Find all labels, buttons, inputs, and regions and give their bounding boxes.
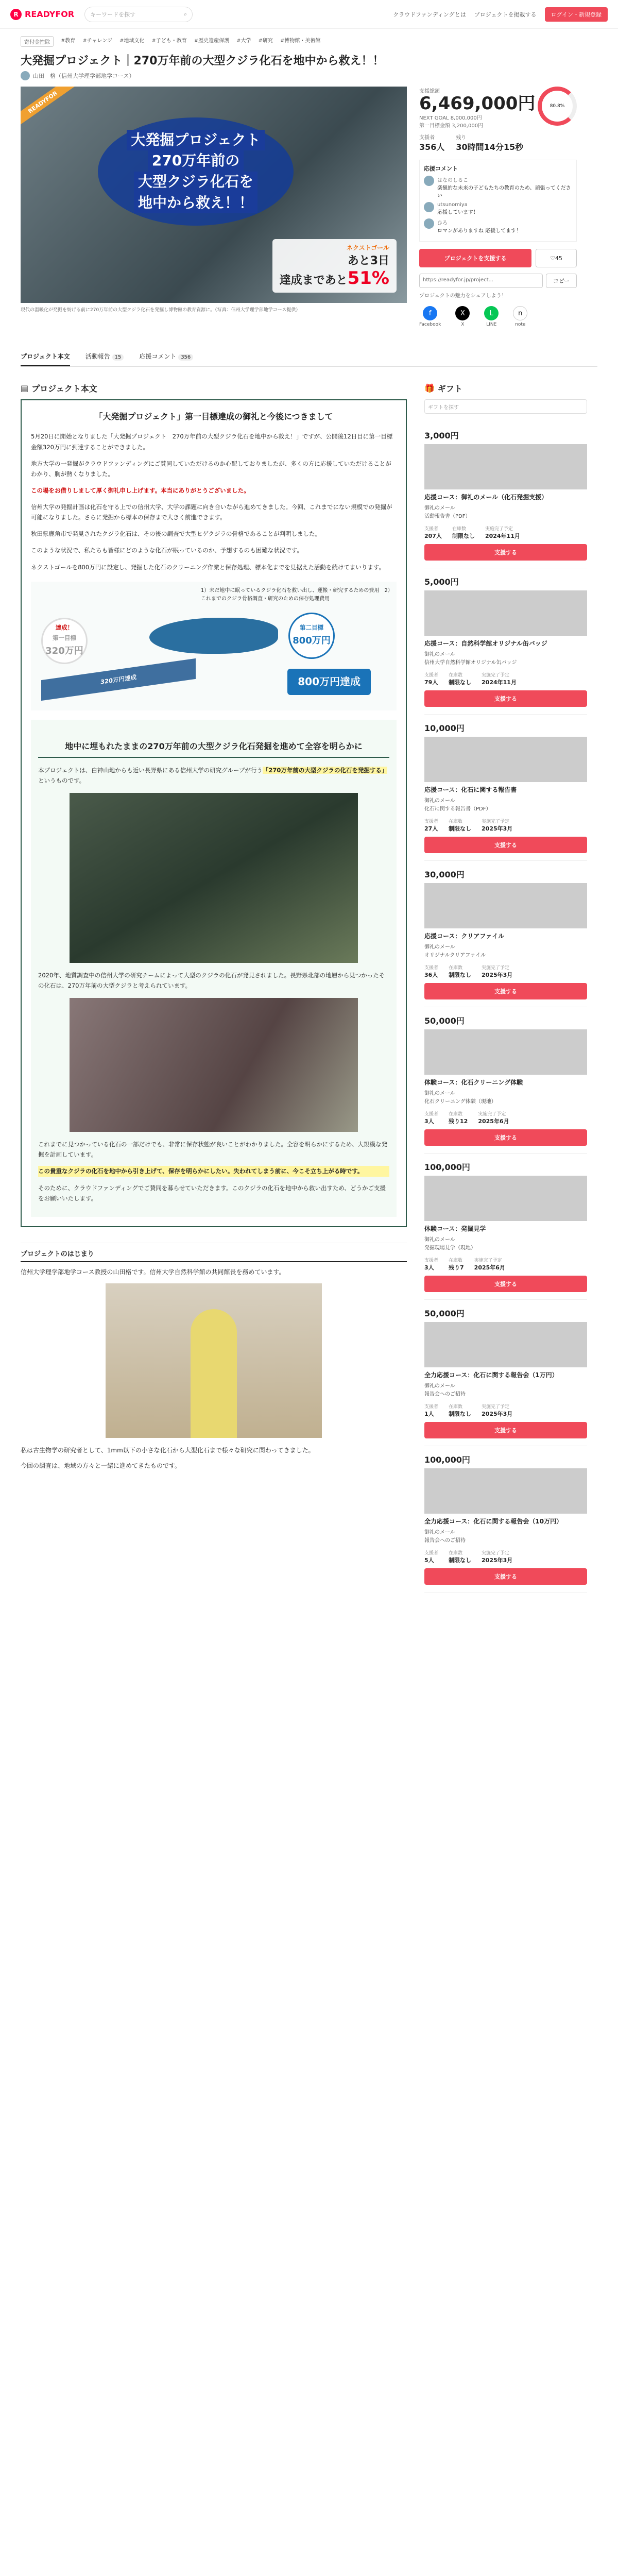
gift-date: 実施完了予定 2025年3月 — [482, 819, 513, 833]
gift-title: 全力応援コース：化石に関する報告会（1万円） — [424, 1371, 558, 1379]
header — [0, 0, 618, 29]
gift-line: 御礼のメール — [424, 1237, 455, 1243]
gift-stock: 在庫数 制限なし — [449, 1551, 472, 1564]
line-icon: L — [484, 306, 499, 320]
gift-image — [424, 883, 587, 928]
gift-date: 実施完了予定 2025年3月 — [482, 1404, 513, 1418]
gift-price: 50,000円 — [424, 1309, 465, 1319]
countdown-badge: ネクストゴール あと3日 達成まであと51% — [272, 239, 397, 293]
tag[interactable]: #地域文化 — [119, 38, 145, 44]
gift-icon: 🎁 — [424, 383, 435, 394]
article-body: 「大発掘プロジェクト」第一目標達成の御礼と今後につきまして 5月20日に開始となりました「大発掘プロジェクト 270万年前の大型クジラ化石を地中から救え！」ですが、公開後12日目に第一目標金額320万円に到達することができました。 地方大学の一発掘がクラウドファンディングにご賛同していただけるのか心配しておりましたが、多くの方に応援していただけることがわかり、胸が熱くなりました。 この場をお借りしまして厚く御礼申し上げます。本当にありがとうございました。 信州大学の発掘計画は化石を守る上での信州大学、大学の課題に向き合いながら進めてきました。今回、これまでにない規模での発掘が可能になりました。さらに発掘から標本の保存まで大きく前進できます。 秋田県鹿角市で発見されたクジラ化石は、その後の調査で大型ヒゲクジラの骨格であることが判明しました。 このような状況で、私たちも皆様にどのような化石が眠っているのか、予想するのも困難な状況です。 ネクストゴールを800万円に設定し、発掘した化石のクリーニング作業と保存処理、標本化までを見据えた活動を続けてまいります。 1）未だ地中に眠っているクジラ化石を救い出し、運搬・研究するための費用 2）これまでのクジラ骨格調査・研究のための保存処理費用 達成！ 第一目標 320万円 第二目標 800万円 320万円達成 800万円達成 地中に埋もれたままの270万年前の大型クジラ化石発掘を進めて全容を明らかに 本プロジェクトは、白神山地からも近い長野県にある信州大学の研究グループが行う「270万年前の大型クジラの化石を発掘する」というものです。 2020年、地質調査中の信州大学の研究チームによって大型のクジラの化石が発見されました。長野県北部の地層から見つかったその化石は、270万年前の大型クジラと考えられています。 これまでに見つかっている化石の一部だけでも、非常に保存状態が良いことがわかりました。全容を明らかにするため、大規模な発掘を計画しています。 この貴重なクジラの化石を地中から引き上げて、保存を明らかにしたい。失われてしまう前に、今こそ立ち上がる時です。 そのために、クラウドファンディングでご賛同を募らせていただきます。このクジラの化石を地中から救い出すため、どうかご支援をお願いいたします。 — [21, 399, 407, 1227]
gift-line: 報告会へのご招待 — [424, 1392, 466, 1398]
search-icon: ⌕ — [184, 10, 187, 18]
gift-price: 30,000円 — [424, 870, 465, 880]
hero-ribbon: READYFOR — [21, 87, 81, 131]
share-line[interactable]: L LINE — [484, 306, 499, 327]
gift-line: 御礼のメール — [424, 944, 455, 951]
hero-image — [21, 87, 407, 303]
tab-bar — [21, 348, 597, 367]
gift-stock: 在庫数 残り7 — [449, 1258, 464, 1272]
gift-card[interactable] — [424, 715, 587, 861]
gift-stock: 在庫数 制限なし — [452, 527, 475, 540]
share-facebook[interactable]: f Facebook — [419, 306, 441, 327]
tag[interactable]: #歴史遺産保護 — [194, 38, 230, 44]
gift-date: 実施完了予定 2025年3月 — [482, 1551, 513, 1564]
gift-line: オリジナルクリアファイル — [424, 953, 486, 959]
avatar — [424, 202, 434, 212]
search-input[interactable]: キーワードを探す ⌕ — [84, 7, 193, 22]
gift-supporters: 支援者 36人 — [424, 965, 439, 979]
logo[interactable]: R READYFOR — [10, 9, 74, 20]
gift-price: 10,000円 — [424, 723, 465, 734]
gift-title: 体験コース：化石クリーニング体験 — [424, 1079, 523, 1087]
gift-line: 御礼のメール — [424, 1091, 455, 1097]
avatar — [424, 176, 434, 186]
share-url-field[interactable]: https://readyfor.jp/project... — [419, 274, 543, 288]
gift-line: 御礼のメール — [424, 1530, 455, 1536]
gift-stock: 在庫数 制限なし — [449, 819, 472, 833]
gift-title: 応援コース：御礼のメール（化石発掘支援） — [424, 494, 548, 501]
gift-line: 化石クリーニング体験（現地） — [424, 1099, 496, 1105]
comment-box: 応援コメント はなのしるこ 楽観的な未来の子どもたちの教育のため、頑張ってください utsunomiya 応援しています！ ひろ ロマンがありますね 応援してます！ — [419, 160, 577, 242]
gift-date: 実施完了予定 2025年6月 — [474, 1258, 505, 1272]
support-button[interactable]: プロジェクトを支援する — [419, 249, 531, 267]
supporters-stat: 支援者 356人 — [419, 135, 445, 152]
tag[interactable]: #博物館・美術館 — [280, 38, 321, 44]
gift-image — [424, 1468, 587, 1514]
gift-line: 信州大学自然科学館オリジナル缶バッジ — [424, 660, 517, 666]
gift-support-button[interactable]: 支援する — [424, 1129, 587, 1146]
gift-title: 応援コース：化石に関する報告書 — [424, 786, 517, 794]
section-title: ▤ プロジェクト本文 — [21, 383, 97, 394]
gift-card[interactable] — [424, 1007, 587, 1154]
heart-icon: ♡ — [550, 255, 555, 262]
gift-search-input[interactable]: ギフトを探す — [424, 399, 587, 414]
gift-supporters: 支援者 1人 — [424, 1404, 439, 1418]
gift-price: 3,000円 — [424, 431, 459, 441]
link-about[interactable]: クラウドファンディングとは — [393, 11, 466, 18]
next-goal: NEXT GOAL 8,000,000円 — [419, 115, 482, 122]
gift-title: 体験コース：発掘見学 — [424, 1225, 486, 1233]
track-bar: 320万円達成 — [41, 658, 196, 701]
gift-support-button[interactable]: 支援する — [424, 983, 587, 999]
login-button[interactable]: ログイン・新規登録 — [545, 7, 608, 22]
gift-stock: 在庫数 制限なし — [449, 1404, 472, 1418]
gift-title: 全力応援コース：化石に関する報告会（10万円） — [424, 1518, 563, 1526]
gift-support-button[interactable]: 支援する — [424, 1276, 587, 1292]
document-icon: ▤ — [21, 383, 29, 394]
tab-body[interactable]: プロジェクト本文 — [21, 348, 70, 366]
gift-line: 化石に関する報告書（PDF） — [424, 806, 491, 812]
article-heading: 「大発掘プロジェクト」第一目標達成の御礼と今後につきまして — [94, 412, 333, 422]
tag[interactable]: #研究 — [258, 38, 273, 44]
gift-card[interactable] — [424, 1446, 587, 1592]
gift-line: 発掘現場見学（現地） — [424, 1245, 476, 1251]
subheading: 地中に埋もれたままの270万年前の大型クジラ化石発掘を進めて全容を明らかに — [38, 740, 389, 758]
gift-line: 活動報告書（PDF） — [424, 514, 471, 520]
gift-image — [424, 1176, 587, 1221]
gift-support-button[interactable]: 支援する — [424, 837, 587, 853]
gift-card[interactable] — [424, 1154, 587, 1300]
progress-ring: 80.8% — [538, 87, 577, 126]
gift-stock: 在庫数 残り12 — [449, 1112, 468, 1125]
amount: 6,469,000円 — [419, 93, 536, 114]
tab-reports[interactable]: 活動報告 15 — [85, 348, 124, 366]
gift-image — [424, 1322, 587, 1367]
target-banner: 800万円達成 — [287, 669, 371, 695]
gift-supporters: 支援者 27人 — [424, 819, 439, 833]
gift-line: 御礼のメール — [424, 652, 455, 658]
researcher-photo — [106, 1283, 322, 1438]
first-goal: 第一目標金額 3,200,000円 — [419, 123, 484, 129]
second-goal-badge: 第二目標 800万円 — [288, 613, 335, 659]
page-title: 大発掘プロジェクト｜270万年前の大型クジラ化石を地中から救え！！ — [21, 55, 384, 67]
gift-image — [424, 737, 587, 782]
gift-stock: 在庫数 制限なし — [449, 965, 472, 979]
gift-image — [424, 1029, 587, 1075]
gift-image — [424, 590, 587, 636]
gift-support-button[interactable]: 支援する — [424, 544, 587, 561]
share-note: プロジェクトの魅力をシェアしよう！ — [419, 293, 507, 299]
gift-date: 実施完了予定 2025年6月 — [478, 1112, 509, 1125]
copy-button[interactable]: コピー — [546, 274, 577, 288]
intro-title: プロジェクトのはじまり — [21, 1248, 407, 1262]
x-icon: X — [455, 306, 470, 320]
comment-item[interactable]: はなのしるこ 楽観的な未来の子どもたちの教育のため、頑張ってください — [424, 176, 572, 199]
comment-item[interactable]: ひろ ロマンがありますね 応援してます！ — [424, 218, 572, 234]
amount-label: 支援総額 — [419, 89, 440, 94]
remaining-stat: 残り 30時間14分15秒 — [456, 135, 524, 152]
gift-stock: 在庫数 制限なし — [449, 673, 472, 686]
share-x[interactable]: X X — [455, 306, 470, 327]
gift-title: 応援コース：自然科学館オリジナル缶バッジ — [424, 640, 547, 648]
hero-banner: 大発掘プロジェクト 270万年前の 大型クジラ化石を 地中から救え！！ — [98, 117, 294, 226]
tag[interactable]: #子ども・教育 — [151, 38, 187, 44]
gift-date: 実施完了予定 2024年11月 — [485, 527, 520, 540]
gift-supporters: 支援者 3人 — [424, 1112, 439, 1125]
hero-caption: 現代の温暖化が発掘を妨げる前に270万年前の大型クジラ化石を発掘し博物館の教育資源に。（写真：信州大学理学部地学コース提供） — [21, 308, 301, 313]
tag[interactable]: 寄付金控除 — [21, 36, 54, 47]
gift-line: 御礼のメール — [424, 505, 455, 512]
tab-comments[interactable]: 応援コメント 356 — [139, 348, 193, 366]
tag[interactable]: #教育 — [61, 38, 76, 44]
share-note[interactable]: n note — [513, 306, 527, 327]
gift-card[interactable] — [424, 568, 587, 715]
gift-card[interactable] — [424, 861, 587, 1007]
note-icon: n — [513, 306, 527, 320]
facebook-icon: f — [423, 306, 437, 320]
link-post[interactable]: プロジェクトを掲載する — [474, 11, 537, 18]
logo-icon: R — [10, 9, 22, 20]
gift-price: 100,000円 — [424, 1162, 470, 1173]
gift-date: 実施完了予定 2024年11月 — [482, 673, 517, 686]
first-goal-badge: 達成！ 第一目標 320万円 — [41, 618, 88, 664]
favorite-button[interactable]: ♡ 45 — [536, 249, 577, 267]
fossil-photo — [70, 998, 358, 1132]
gift-card[interactable] — [424, 422, 587, 568]
owner[interactable]: 山田 格（信州大学理学部地学コース） — [0, 68, 618, 83]
gift-supporters: 支援者 3人 — [424, 1258, 439, 1272]
gift-date: 実施完了予定 2025年3月 — [482, 965, 513, 979]
gift-line: 報告会へのご招待 — [424, 1538, 466, 1544]
gift-supporters: 支援者 207人 — [424, 527, 442, 540]
gift-supporters: 支援者 5人 — [424, 1551, 439, 1564]
whale-illustration — [149, 618, 278, 654]
gift-card[interactable] — [424, 1300, 587, 1446]
tag[interactable]: #大学 — [236, 38, 251, 44]
gift-price: 100,000円 — [424, 1455, 470, 1465]
avatar — [424, 218, 434, 229]
avatar — [21, 71, 30, 80]
tag[interactable]: #チャレンジ — [82, 38, 112, 44]
gift-support-button[interactable]: 支援する — [424, 690, 587, 707]
gift-price: 5,000円 — [424, 577, 459, 587]
gift-title: 応援コース：クリアファイル — [424, 933, 505, 940]
tag-list — [0, 29, 618, 47]
gift-line: 御礼のメール — [424, 798, 455, 804]
excavation-photo — [70, 793, 358, 963]
gift-image — [424, 444, 587, 489]
gift-support-button[interactable]: 支援する — [424, 1422, 587, 1438]
gift-price: 50,000円 — [424, 1016, 465, 1026]
comment-item[interactable]: utsunomiya 応援しています！ — [424, 202, 572, 215]
gift-line: 御礼のメール — [424, 1383, 455, 1389]
gift-supporters: 支援者 79人 — [424, 673, 439, 686]
goal-graphic: 1）未だ地中に眠っているクジラ化石を救い出し、運搬・研究するための費用 2）これまでのクジラ骨格調査・研究のための保存処理費用 達成！ 第一目標 320万円 第二目標 800万円 320万円達成 800万円達成 — [31, 582, 397, 710]
gift-support-button[interactable]: 支援する — [424, 1568, 587, 1585]
gift-section-title: 🎁 ギフト — [424, 383, 462, 394]
